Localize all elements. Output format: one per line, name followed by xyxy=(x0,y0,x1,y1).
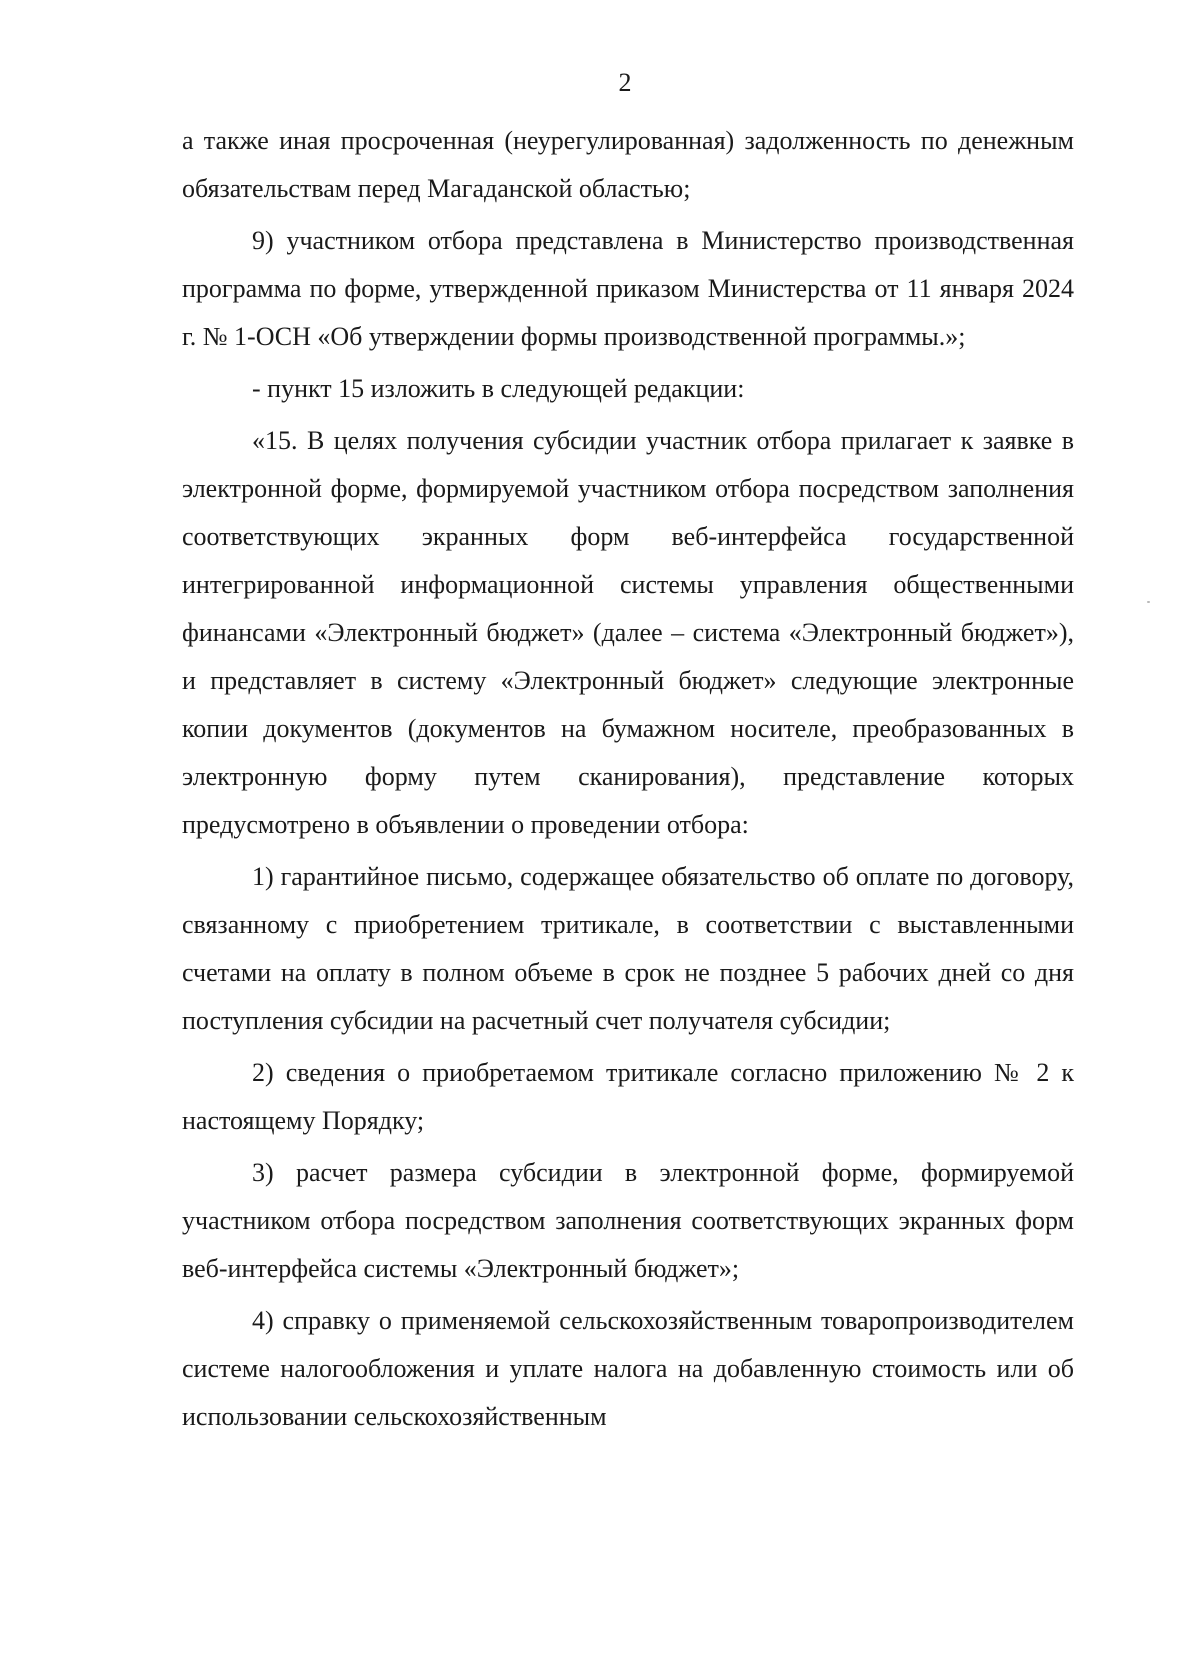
paragraph-item-4: 4) справку о применяемой сельскохозяйственным товаропроизводителем системе налогообложения и уплате налога на добавленную стоимость или об использовании сельскохозяйственным xyxy=(182,1306,1074,1431)
document-body xyxy=(182,117,1074,1441)
paragraph-amend-point-15: - пункт 15 изложить в следующей редакции: xyxy=(252,374,745,403)
paragraph-point-15: «15. В целях получения субсидии участник отбора прилагает к заявке в электронной форме, формируемой участником отбора посредством заполнения соответствующих экранных форм веб-интерфейса государственной интегрированной информационной системы управления общественными финансами «Электронный бюджет» (далее – система «Электронный бюджет»), и представляет в систему «Электронный бюджет» следующие электронные копии документов (документов на бумажном носителе, преобразованных в электронную форму путем сканирования), представление которых предусмотрено в объявлении о проведении отбора: xyxy=(182,426,1074,839)
page-number: 2 xyxy=(618,68,632,97)
paragraph-item-2: 2) сведения о приобретаемом тритикале согласно приложению № 2 к настоящему Порядку; xyxy=(182,1058,1074,1135)
paragraph-item-1: 1) гарантийное письмо, содержащее обязательство об оплате по договору, связанному с приобретением тритикале, в соответствии с выставленными счетами на оплату в полном объеме в срок не позднее 5 рабочих дней со дня поступления субсидии на расчетный счет получателя субсидии; xyxy=(182,862,1074,1035)
scan-artifact-mark xyxy=(1147,601,1150,603)
paragraph-item-3: 3) расчет размера субсидии в электронной форме, формируемой участником отбора посредством заполнения соответствующих экранных форм веб-интерфейса системы «Электронный бюджет»; xyxy=(182,1158,1074,1283)
paragraph-item-9: 9) участником отбора представлена в Министерство производственная программа по форме, утвержденной приказом Министерства от 11 января 2024 г. № 1-ОСН «Об утверждении формы производственной программы.»; xyxy=(182,226,1074,351)
paragraph-debt-continuation: а также иная просроченная (неурегулированная) задолженность по денежным обязательствам перед Магаданской областью; xyxy=(182,126,1074,203)
